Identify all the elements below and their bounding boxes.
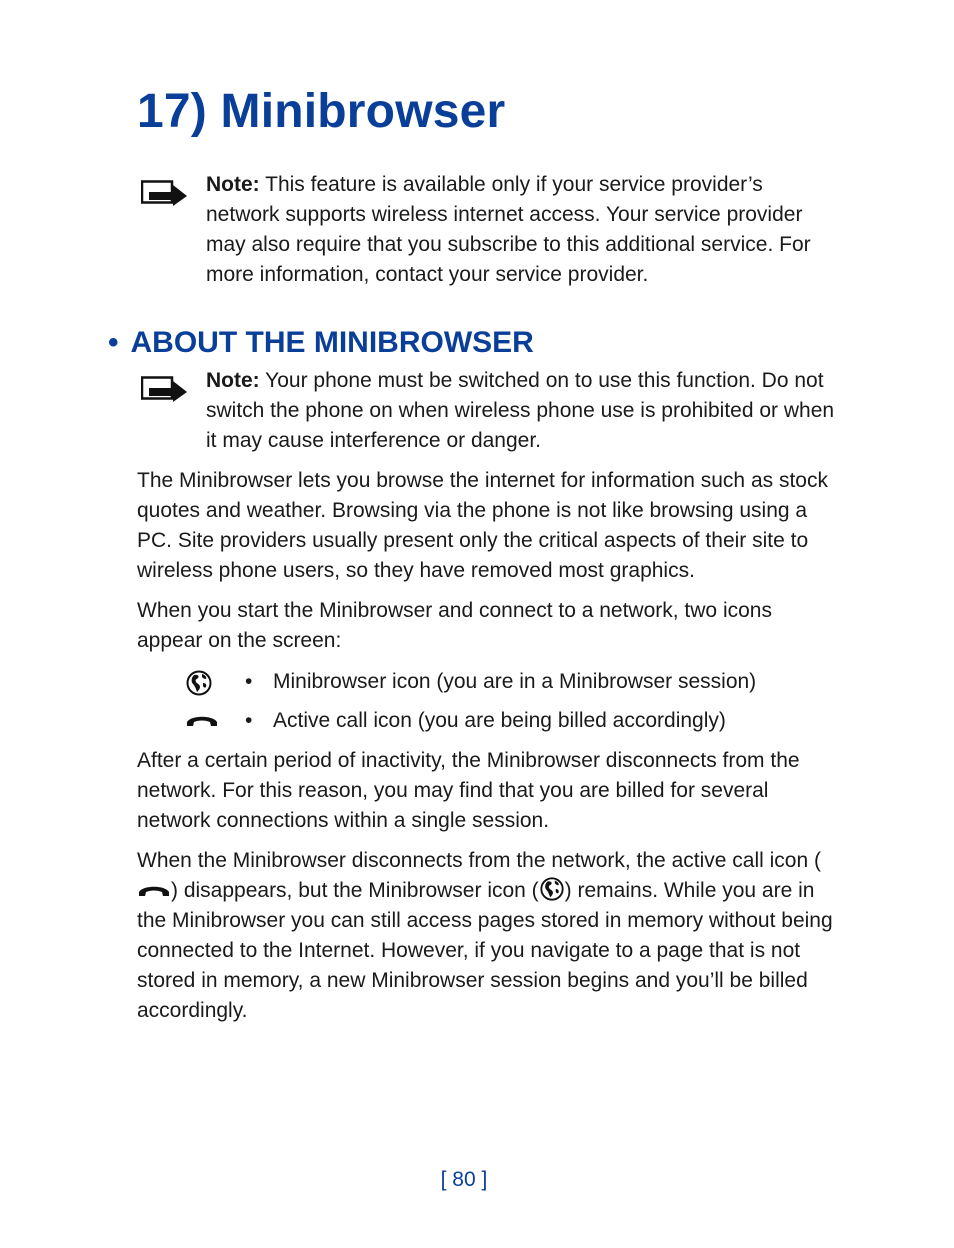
heading-bullet: •	[108, 326, 119, 359]
section-heading	[108, 326, 534, 360]
paragraph-text: ) disappears, but the Minibrowser icon (	[171, 879, 539, 902]
paragraph	[137, 846, 837, 1026]
globe-icon	[185, 669, 213, 697]
note-icon	[141, 376, 187, 402]
list-item-text: Minibrowser icon (you are in a Minibrowser session)	[273, 670, 757, 693]
list-bullet: •	[245, 670, 253, 693]
list-item-text: Active call icon (you are being billed accordingly)	[273, 709, 726, 732]
paragraph: The Minibrowser lets you browse the internet for information such as stock quotes and weather. Browsing via the phone is not like browsing using a PC. Site providers usually present only the critical aspects of their site to wireless phone users, so they have removed most graphics.	[137, 469, 828, 582]
note-box	[137, 366, 837, 456]
globe-icon	[539, 876, 565, 902]
page-number: [ 80 ]	[440, 1168, 488, 1191]
note-text: This feature is available only if your service provider’s network supports wireless internet access. Your service provider may also require that you subscribe to this additional service. For more information, contact your service provider.	[206, 173, 811, 286]
note-box	[137, 170, 837, 290]
paragraph-text: When the Minibrowser disconnects from the network, the active call icon (	[137, 849, 821, 872]
list-item	[185, 706, 835, 736]
note-label: Note:	[206, 369, 260, 392]
paragraph: After a certain period of inactivity, the Minibrowser disconnects from the network. For this reason, you may find that you are billed for several network connections within a single session.	[137, 749, 800, 832]
paragraph-text: ) remains. While you are in the Minibrowser you can still access pages stored in memory without being connected to the Internet. However, if you navigate to a page that is not stored in memory, a new Minibrowser session begins and you’ll be billed accordingly.	[137, 879, 833, 1022]
note-icon	[141, 180, 187, 206]
paragraph: When you start the Minibrowser and connect to a network, two icons appear on the screen:	[137, 599, 772, 652]
list-item	[185, 667, 835, 697]
note-label: Note:	[206, 173, 260, 196]
note-text: Your phone must be switched on to use this function. Do not switch the phone on when wireless phone use is prohibited or when it may cause interference or danger.	[206, 369, 835, 452]
phone-handset-icon	[137, 880, 171, 902]
list-bullet: •	[245, 709, 253, 732]
phone-handset-icon	[185, 708, 219, 734]
heading-text: ABOUT THE MINIBROWSER	[130, 326, 534, 359]
page-title: 17) Minibrowser	[137, 85, 506, 138]
